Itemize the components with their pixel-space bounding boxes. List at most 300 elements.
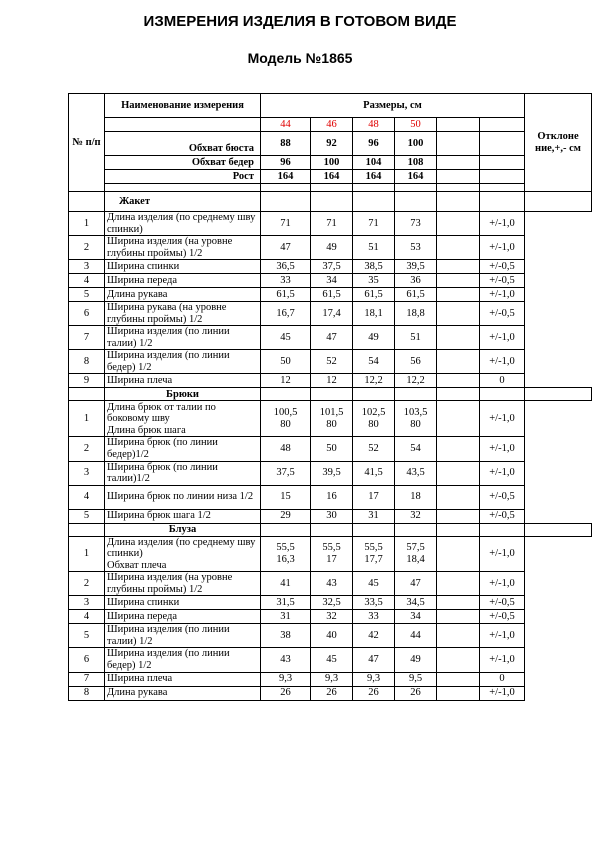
size-value-text: 31 [280, 611, 291, 623]
empty-cell [437, 236, 480, 260]
table-row [69, 274, 592, 288]
measurement-name [105, 596, 261, 610]
param-value: 164 [261, 170, 311, 184]
size-value [261, 686, 311, 700]
measurement-name-text: Ширина изделия (по линии бедер) 1/2 [107, 648, 230, 672]
size-value-text: 9,3 [278, 673, 293, 685]
measurement-name-text: Ширина брюк шага 1/2 [107, 510, 211, 522]
size-value-secondary: 17,7 [364, 553, 383, 565]
param-value: 164 [353, 170, 395, 184]
size-value-text: 41,5 [364, 467, 383, 479]
empty-cell [437, 624, 480, 648]
row-number: 3 [69, 461, 105, 485]
size-value-text: 54 [368, 356, 379, 368]
param-value: 164 [311, 170, 353, 184]
empty-cell [437, 156, 480, 170]
empty-cell [437, 302, 480, 326]
table-row [69, 610, 592, 624]
empty-cell [311, 523, 353, 536]
measurement-name-text: Ширина изделия (по линии талии) 1/2 [107, 326, 230, 349]
empty-cell [437, 260, 480, 274]
size-value [353, 686, 395, 700]
deviation-value: +/-1,0 [480, 648, 525, 672]
param-label: Обхват бюста [105, 132, 261, 156]
table-row [69, 596, 592, 610]
row-number: 7 [69, 672, 105, 686]
measurement-name [105, 572, 261, 596]
measurement-name [105, 648, 261, 672]
size-value-text: 26 [368, 687, 379, 699]
size-value-text: 33 [368, 611, 379, 623]
size-value [395, 288, 437, 302]
size-value [261, 672, 311, 686]
size-value-text: 55,5 [276, 542, 295, 554]
size-value [353, 648, 395, 672]
size-value-text: 18,8 [406, 307, 425, 319]
size-value-text: 26 [410, 687, 421, 699]
empty-cell [437, 648, 480, 672]
size-value-text: 73 [410, 217, 421, 229]
size-value [395, 260, 437, 274]
size-value-text: 55,5 [322, 542, 341, 554]
size-value-text: 26 [280, 687, 291, 699]
size-value [261, 610, 311, 624]
section-row-trousers [69, 388, 592, 401]
size-value-secondary: 80 [410, 418, 421, 430]
size-value-text: 38 [280, 630, 291, 642]
size-value [311, 274, 353, 288]
size-value [261, 485, 311, 509]
size-value [311, 401, 353, 437]
table-row [69, 672, 592, 686]
size-value-text: 50 [326, 443, 337, 455]
table-row [69, 536, 592, 572]
size-value-text: 37,5 [322, 260, 341, 272]
empty-cell [437, 461, 480, 485]
size-value-text: 47 [280, 241, 291, 253]
size-value-text: 103,5 [403, 407, 428, 419]
measurement-name [105, 461, 261, 485]
size-value [311, 326, 353, 350]
row-number: 3 [69, 596, 105, 610]
size-value-text: 51 [368, 241, 379, 253]
measurement-name-text: Ширина изделия (на уровне глубины проймы) 1/2 [107, 572, 233, 595]
measurement-name-text: Ширина плеча [107, 375, 173, 387]
empty-cell [525, 192, 592, 212]
param-value: 92 [311, 132, 353, 156]
size-value-text: 71 [368, 217, 379, 229]
size-value-text: 32 [410, 510, 421, 522]
size-value [261, 326, 311, 350]
model-subtitle: Модель №1865 [247, 50, 353, 66]
measurement-name-text: Ширина брюк (по линии талии)1/2 [107, 461, 218, 485]
measurement-name-text: Длина рукава [107, 288, 168, 300]
param-value: 88 [261, 132, 311, 156]
table-row [69, 288, 592, 302]
size-value [311, 509, 353, 523]
size-value-text: 49 [326, 241, 337, 253]
row-number: 7 [69, 326, 105, 350]
empty-cell [480, 192, 525, 212]
section-title: Брюки [105, 388, 261, 401]
deviation-value: +/-1,0 [480, 212, 525, 236]
size-value [353, 610, 395, 624]
row-number: 4 [69, 274, 105, 288]
size-value [395, 326, 437, 350]
measurement-name [105, 236, 261, 260]
size-value-text: 47 [410, 578, 421, 590]
section-title: Блуза [105, 523, 261, 536]
size-value-text: 71 [280, 217, 291, 229]
empty-cell [437, 401, 480, 437]
measurement-name [105, 350, 261, 374]
size-value-text: 31 [368, 510, 379, 522]
table-row [69, 648, 592, 672]
empty-cell [105, 184, 261, 192]
size-value [353, 536, 395, 572]
size-value-text: 61,5 [406, 288, 425, 300]
size-value-text: 30 [326, 510, 337, 522]
size-value-text: 16 [326, 491, 337, 503]
size-value [395, 374, 437, 388]
measurement-name [105, 401, 261, 437]
size-cell: 44 [261, 118, 311, 132]
size-value-text: 12 [280, 375, 291, 387]
measurement-name-text: Ширина изделия (по линии талии) 1/2 [107, 624, 230, 647]
measurement-name-secondary: Длина брюк шага [107, 424, 186, 436]
size-value [395, 236, 437, 260]
section-row-blouse [69, 523, 592, 536]
size-value-secondary: 80 [280, 418, 291, 430]
measurement-name [105, 437, 261, 461]
size-value [311, 302, 353, 326]
size-value [261, 572, 311, 596]
size-value [311, 212, 353, 236]
row-number: 1 [69, 401, 105, 437]
deviation-value: +/-0,5 [480, 485, 525, 509]
size-value-text: 15 [280, 491, 291, 503]
size-value [353, 596, 395, 610]
size-value-text: 34 [410, 611, 421, 623]
deviation-value: +/-1,0 [480, 461, 525, 485]
empty-cell [437, 536, 480, 572]
table-row [69, 437, 592, 461]
empty-cell [261, 184, 311, 192]
measurement-name-text: Ширина спинки [107, 260, 180, 272]
size-value-text: 17 [368, 491, 379, 503]
empty-cell [437, 184, 480, 192]
size-value [353, 572, 395, 596]
size-value-text: 61,5 [322, 288, 341, 300]
row-number: 6 [69, 302, 105, 326]
table-row [69, 686, 592, 700]
measurements-table [68, 93, 592, 701]
deviation-value: +/-1,0 [480, 437, 525, 461]
row-number: 1 [69, 536, 105, 572]
measurement-name [105, 288, 261, 302]
size-value-text: 33,5 [364, 597, 383, 609]
size-value [353, 437, 395, 461]
size-value [353, 288, 395, 302]
param-value: 100 [311, 156, 353, 170]
empty-cell [395, 388, 437, 401]
table-row [69, 572, 592, 596]
empty-cell [437, 523, 480, 536]
size-value-text: 61,5 [364, 288, 383, 300]
size-value-secondary: 17 [326, 553, 337, 565]
size-value [261, 648, 311, 672]
size-value [311, 260, 353, 274]
deviation-value: +/-0,5 [480, 610, 525, 624]
row-number: 6 [69, 648, 105, 672]
measurement-name [105, 672, 261, 686]
size-value [261, 260, 311, 274]
table-row [69, 260, 592, 274]
measurement-name [105, 260, 261, 274]
measurement-name [105, 274, 261, 288]
size-value-text: 39,5 [406, 260, 425, 272]
size-value [353, 236, 395, 260]
size-value-text: 9,3 [324, 673, 339, 685]
measurement-name-text: Длина брюк от талии по боковому шву [107, 401, 216, 425]
size-value [353, 401, 395, 437]
empty-cell [480, 523, 525, 536]
size-value [353, 274, 395, 288]
row-number: 8 [69, 686, 105, 700]
size-value-text: 61,5 [276, 288, 295, 300]
empty-cell [437, 212, 480, 236]
table-row [69, 236, 592, 260]
measurement-name-text: Ширина брюк (по линии бедер)1/2 [107, 437, 218, 461]
empty-cell [437, 132, 480, 156]
size-value [395, 485, 437, 509]
deviation-value: +/-1,0 [480, 572, 525, 596]
table-row [69, 212, 592, 236]
size-value [261, 212, 311, 236]
size-value-text: 29 [280, 510, 291, 522]
table-row [69, 374, 592, 388]
size-value-text: 39,5 [322, 467, 341, 479]
param-label: Рост [105, 170, 261, 184]
size-value [395, 461, 437, 485]
size-value-text: 33 [280, 274, 291, 286]
size-value [353, 624, 395, 648]
empty-cell [437, 388, 480, 401]
row-number: 3 [69, 260, 105, 274]
row-number: 2 [69, 437, 105, 461]
size-value [353, 461, 395, 485]
measurement-name [105, 610, 261, 624]
size-cell: 46 [311, 118, 353, 132]
row-number: 5 [69, 624, 105, 648]
size-value [261, 536, 311, 572]
deviation-value: +/-1,0 [480, 686, 525, 700]
empty-cell [437, 350, 480, 374]
empty-cell [69, 192, 105, 212]
size-value [261, 236, 311, 260]
size-value-text: 37,5 [276, 467, 295, 479]
size-value [353, 260, 395, 274]
size-value [395, 686, 437, 700]
param-value: 104 [353, 156, 395, 170]
empty-cell [480, 132, 525, 156]
size-value-text: 56 [410, 356, 421, 368]
empty-cell [261, 388, 311, 401]
size-value-text: 45 [368, 578, 379, 590]
size-value [353, 374, 395, 388]
table-row [69, 302, 592, 326]
empty-cell [437, 374, 480, 388]
size-value [311, 485, 353, 509]
row-number: 9 [69, 374, 105, 388]
size-value-text: 9,5 [408, 673, 423, 685]
size-value [395, 437, 437, 461]
size-value [261, 374, 311, 388]
empty-cell [437, 274, 480, 288]
size-value [311, 624, 353, 648]
size-value-text: 51 [410, 332, 421, 344]
size-value [395, 536, 437, 572]
empty-cell [353, 388, 395, 401]
size-value [261, 401, 311, 437]
size-value-text: 53 [410, 241, 421, 253]
measurement-name-secondary: Обхват плеча [107, 559, 167, 571]
size-value [311, 686, 353, 700]
deviation-value: +/-1,0 [480, 236, 525, 260]
column-header-name: Наименование измерения [105, 94, 261, 118]
measurement-name [105, 686, 261, 700]
size-value [395, 572, 437, 596]
empty-cell [311, 388, 353, 401]
deviation-value: +/-1,0 [480, 536, 525, 572]
empty-cell [437, 192, 480, 212]
empty-cell [437, 288, 480, 302]
size-value-text: 71 [326, 217, 337, 229]
deviation-value: +/-1,0 [480, 624, 525, 648]
table-row [69, 461, 592, 485]
size-value-text: 50 [280, 356, 291, 368]
empty-cell [437, 170, 480, 184]
deviation-value: +/-0,5 [480, 509, 525, 523]
empty-cell [437, 509, 480, 523]
empty-cell [437, 437, 480, 461]
empty-cell [395, 184, 437, 192]
size-value-text: 16,7 [276, 307, 295, 319]
row-number: 2 [69, 572, 105, 596]
row-number: 8 [69, 350, 105, 374]
size-value [395, 672, 437, 686]
deviation-value: +/-1,0 [480, 326, 525, 350]
size-value [395, 624, 437, 648]
size-value [395, 401, 437, 437]
deviation-value: 0 [480, 374, 525, 388]
section-title: Жакет [105, 192, 261, 212]
size-value [261, 437, 311, 461]
param-value: 164 [395, 170, 437, 184]
size-value [395, 648, 437, 672]
param-value: 96 [261, 156, 311, 170]
size-value-text: 101,5 [319, 407, 344, 419]
empty-cell [437, 672, 480, 686]
measurement-name-text: Длина рукава [107, 687, 168, 699]
size-value [395, 610, 437, 624]
deviation-value: +/-0,5 [480, 260, 525, 274]
measurement-name-text: Ширина изделия (по линии бедер) 1/2 [107, 350, 230, 373]
size-value [311, 236, 353, 260]
size-value [311, 596, 353, 610]
size-value-text: 102,5 [361, 407, 386, 419]
empty-cell [480, 156, 525, 170]
size-value-text: 12 [326, 375, 337, 387]
empty-cell [353, 184, 395, 192]
size-value-text: 32,5 [322, 597, 341, 609]
measurement-name-text: Ширина брюк по линии низа 1/2 [107, 491, 254, 503]
empty-cell [437, 326, 480, 350]
size-value [353, 212, 395, 236]
measurement-name [105, 302, 261, 326]
size-value-text: 49 [410, 654, 421, 666]
size-value [311, 672, 353, 686]
empty-cell [437, 485, 480, 509]
empty-cell [395, 192, 437, 212]
size-value-text: 34,5 [406, 597, 425, 609]
table-row [69, 350, 592, 374]
empty-cell [261, 192, 311, 212]
size-value [261, 461, 311, 485]
deviation-value: +/-0,5 [480, 274, 525, 288]
measurement-name-text: Ширина плеча [107, 673, 173, 685]
table-body [69, 94, 592, 701]
size-value-text: 45 [326, 654, 337, 666]
empty-cell [437, 572, 480, 596]
size-value-text: 31,5 [276, 597, 295, 609]
table-row [69, 401, 592, 437]
size-value-text: 36,5 [276, 260, 295, 272]
size-value-secondary: 80 [368, 418, 379, 430]
empty-cell [311, 184, 353, 192]
header-empty-cell [105, 118, 261, 132]
row-number: 5 [69, 509, 105, 523]
size-cell: 50 [395, 118, 437, 132]
document-title: ИЗМЕРЕНИЯ ИЗДЕЛИЯ В ГОТОВОМ ВИДЕ [143, 13, 457, 30]
param-value: 108 [395, 156, 437, 170]
size-value-text: 52 [368, 443, 379, 455]
empty-cell [437, 596, 480, 610]
size-value-text: 54 [410, 443, 421, 455]
size-value-text: 12,2 [364, 375, 383, 387]
size-value-text: 40 [326, 630, 337, 642]
row-number: 4 [69, 610, 105, 624]
size-value-text: 55,5 [364, 542, 383, 554]
deviation-value: 0 [480, 672, 525, 686]
size-value-text: 12,2 [406, 375, 425, 387]
size-value-text: 49 [368, 332, 379, 344]
size-value-text: 43,5 [406, 467, 425, 479]
empty-cell [437, 686, 480, 700]
table-row [69, 326, 592, 350]
measurement-name [105, 374, 261, 388]
row-number: 1 [69, 212, 105, 236]
table-row [69, 485, 592, 509]
measurement-name-text: Длина изделия (по среднему шву спинки) [107, 536, 256, 560]
row-number: 5 [69, 288, 105, 302]
size-value-secondary: 16,3 [276, 553, 295, 565]
empty-cell [437, 610, 480, 624]
size-value-text: 18 [410, 491, 421, 503]
size-value-text: 17,4 [322, 307, 341, 319]
empty-cell [311, 192, 353, 212]
param-label: Обхват бедер [105, 156, 261, 170]
